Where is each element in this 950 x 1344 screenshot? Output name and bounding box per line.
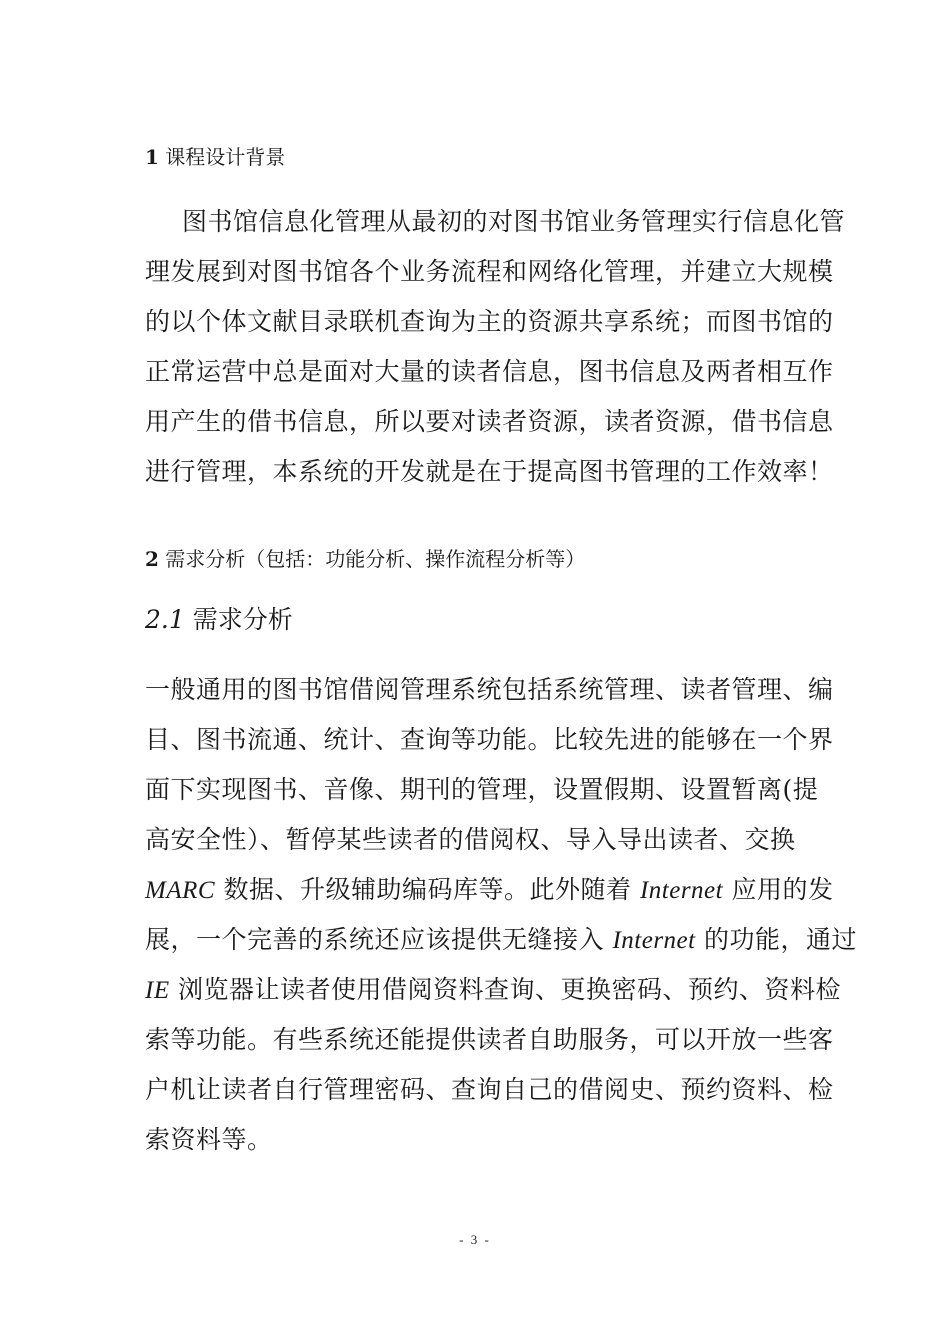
paragraph-line: [145, 815, 845, 865]
section-1-number: 1: [145, 145, 159, 169]
line-text: 目、图书流通、统计、查询等功能。比较先进的能够在一个界: [145, 725, 834, 754]
paragraph-line: 理发展到对图书馆各个业务流程和网络化管理，并建立大规模: [145, 257, 834, 286]
paragraph-line: 图书馆信息化管理从最初的对图书馆业务管理实行信息化管: [182, 207, 846, 236]
section-1-paragraph: [145, 197, 845, 497]
line-text: 面下实现图书、音像、期刊的管理，设置假期、设置暂离(提: [145, 775, 819, 804]
latin-term: Internet: [639, 877, 724, 904]
latin-term: IE: [145, 977, 170, 1004]
line-text: 浏览器让读者使用借阅资料查询、更换密码、预约、资料检: [169, 975, 842, 1004]
section-2-heading: [145, 545, 585, 573]
line-text: 数据、升级辅助编码库等。此外随着: [215, 875, 640, 904]
line-text: 索等功能。有些系统还能提供读者自助服务，可以开放一些客: [145, 1025, 834, 1054]
paragraph-line: [145, 765, 845, 815]
line-text: 户机让读者自行管理密码、查询自己的借阅史、预约资料、检: [145, 1075, 834, 1104]
paragraph-line: [145, 915, 858, 965]
paragraph-line: [145, 865, 845, 915]
line-text: 索资料等。: [145, 1125, 273, 1154]
section-2-title: 需求分析（包括：功能分析、操作流程分析等）: [165, 547, 586, 571]
line-text: 展，一个完善的系统还应该提供无缝接入: [145, 925, 613, 954]
section-2-1-paragraph: [145, 665, 858, 1165]
paragraph-line: 用产生的借书信息，所以要对读者资源，读者资源，借书信息: [145, 407, 834, 436]
paragraph-line: [145, 665, 845, 715]
paragraph-line: 进行管理，本系统的开发就是在于提高图书管理的工作效率！: [145, 457, 834, 486]
paragraph-line: 的以个体文献目录联机查询为主的资源共享系统；而图书馆的: [145, 307, 834, 336]
line-text: 高安全性）、暂停某些读者的借阅权、导入导出读者、交换: [145, 825, 796, 854]
page-number: - 3 -: [459, 1232, 491, 1247]
line-text: 一般通用的图书馆借阅管理系统包括系统管理、读者管理、编: [145, 675, 834, 704]
section-1-heading: [145, 143, 285, 171]
latin-term: MARC: [145, 877, 216, 904]
line-text: 应用的发: [723, 875, 834, 904]
paragraph-line: [145, 965, 845, 1015]
paragraph-line: 正常运营中总是面对大量的读者信息，图书信息及两者相互作: [145, 357, 834, 386]
section-2-1-number: 2.1: [145, 605, 185, 634]
line-text: 的功能，通过: [695, 925, 858, 954]
paragraph-line: [145, 715, 845, 765]
paragraph-line: [145, 1115, 845, 1165]
latin-term: Internet: [612, 927, 696, 954]
section-1-title: 课程设计背景: [165, 145, 286, 169]
section-2-1-heading: [145, 604, 293, 636]
paragraph-line: [145, 1015, 845, 1065]
paragraph-line: [145, 1065, 845, 1115]
section-2-1-title: 需求分析: [192, 605, 293, 634]
section-2-number: 2: [145, 547, 159, 571]
